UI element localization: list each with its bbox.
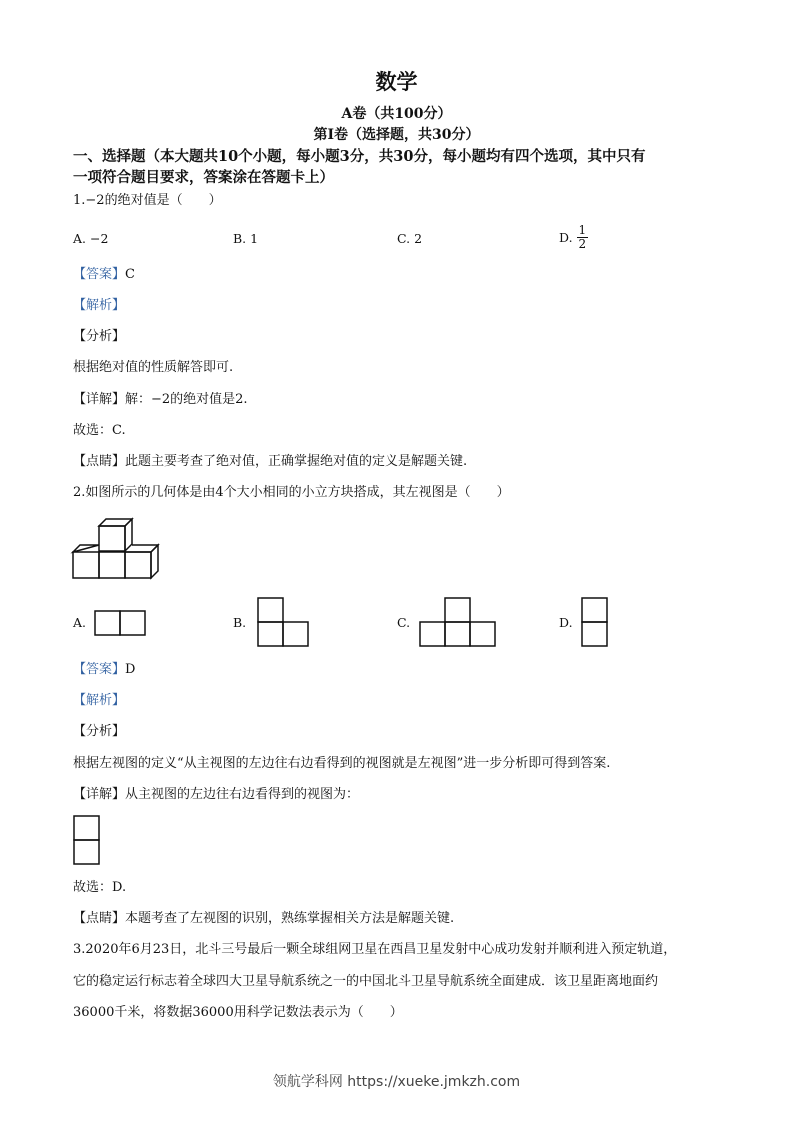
q3-line3: 36000千米，将数据36000用科学记数法表示为（ ） [73, 1005, 403, 1020]
footer-watermark: 领航学科网 https://xueke.jmkzh.com [272, 1074, 521, 1090]
q2-detail: 【详解】从主视图的左边往右边看得到的视图为： [73, 787, 360, 802]
q2-fenxi-text: 根据左视图的定义“从主视图的左边往右边看得到的视图就是左视图”进一步分析即可得到答案. [73, 756, 611, 771]
q1-detail: 【详解】解：−2的绝对值是2. [73, 392, 248, 407]
q1-option-d-fraction [577, 224, 589, 251]
q1-option-c: C. 2 [397, 231, 423, 246]
q2-option-c-label: C. [397, 615, 411, 630]
cube-solid-figure [70, 516, 166, 582]
q1-stem: 1.−2的绝对值是（ ） [73, 193, 222, 208]
q1-comment: 【点睛】此题主要考查了绝对值，正确掌握绝对值的定义是解题关键. [73, 454, 468, 469]
q2-analysis-tag: 【解析】 [73, 693, 126, 708]
fraction-numerator: 1 [578, 223, 587, 237]
part-subtitle: 第Ⅰ卷（选择题，共30分） [313, 127, 480, 143]
q2-option-a-figure [93, 609, 148, 637]
q2-option-d-figure [580, 596, 610, 650]
q2-stem: 2.如图所示的几何体是由4个大小相同的小立方块搭成，其左视图是（ ） [73, 485, 510, 500]
q2-option-b-label: B. [233, 615, 247, 630]
answer-value: D [125, 662, 136, 677]
q2-left-view-figure [72, 814, 102, 868]
q1-analysis-tag: 【解析】 [73, 298, 126, 313]
answer-tag: 【答案】 [73, 662, 126, 677]
q2-comment: 【点睛】本题考查了左视图的识别，熟练掌握相关方法是解题关键. [73, 911, 455, 926]
q3-line1: 3.2020年6月23日，北斗三号最后一颗全球组网卫星在西昌卫星发射中心成功发射并顺利进入预定轨道， [73, 942, 677, 957]
q3-line2: 它的稳定运行标志着全球四大卫星导航系统之一的中国北斗卫星导航系统全面建成．该卫星距离地面约 [73, 974, 659, 989]
q1-fenxi-text: 根据绝对值的性质解答即可. [73, 360, 234, 375]
fraction-denominator: 2 [578, 237, 587, 251]
q1-option-a: A. −2 [73, 231, 109, 246]
paper-subtitle: A卷（共100分） [341, 106, 452, 122]
section-heading-line1: 一、选择题（本大题共10个小题，每小题3分，共30分，每小题均有四个选项，其中只有 [73, 148, 646, 165]
q2-answer [73, 661, 135, 679]
answer-value: C [125, 267, 135, 282]
q2-option-d-label: D. [559, 615, 573, 630]
page-title: 数学 [375, 69, 418, 94]
q1-option-d [559, 224, 588, 251]
q2-option-c-figure [418, 596, 498, 650]
q2-option-b-figure [256, 596, 311, 650]
q1-choose: 故选：C. [73, 423, 126, 438]
q1-option-d-label: D. [559, 230, 573, 245]
q2-fenxi: 【分析】 [73, 724, 126, 739]
q1-option-b: B. 1 [233, 231, 259, 246]
section-heading-line2: 一项符合题目要求，答案涂在答题卡上） [73, 169, 334, 186]
answer-tag: 【答案】 [73, 267, 126, 282]
q2-option-a-label: A. [73, 615, 87, 630]
q2-choose: 故选：D. [73, 880, 127, 895]
q1-answer [73, 266, 135, 284]
q1-fenxi: 【分析】 [73, 329, 126, 344]
